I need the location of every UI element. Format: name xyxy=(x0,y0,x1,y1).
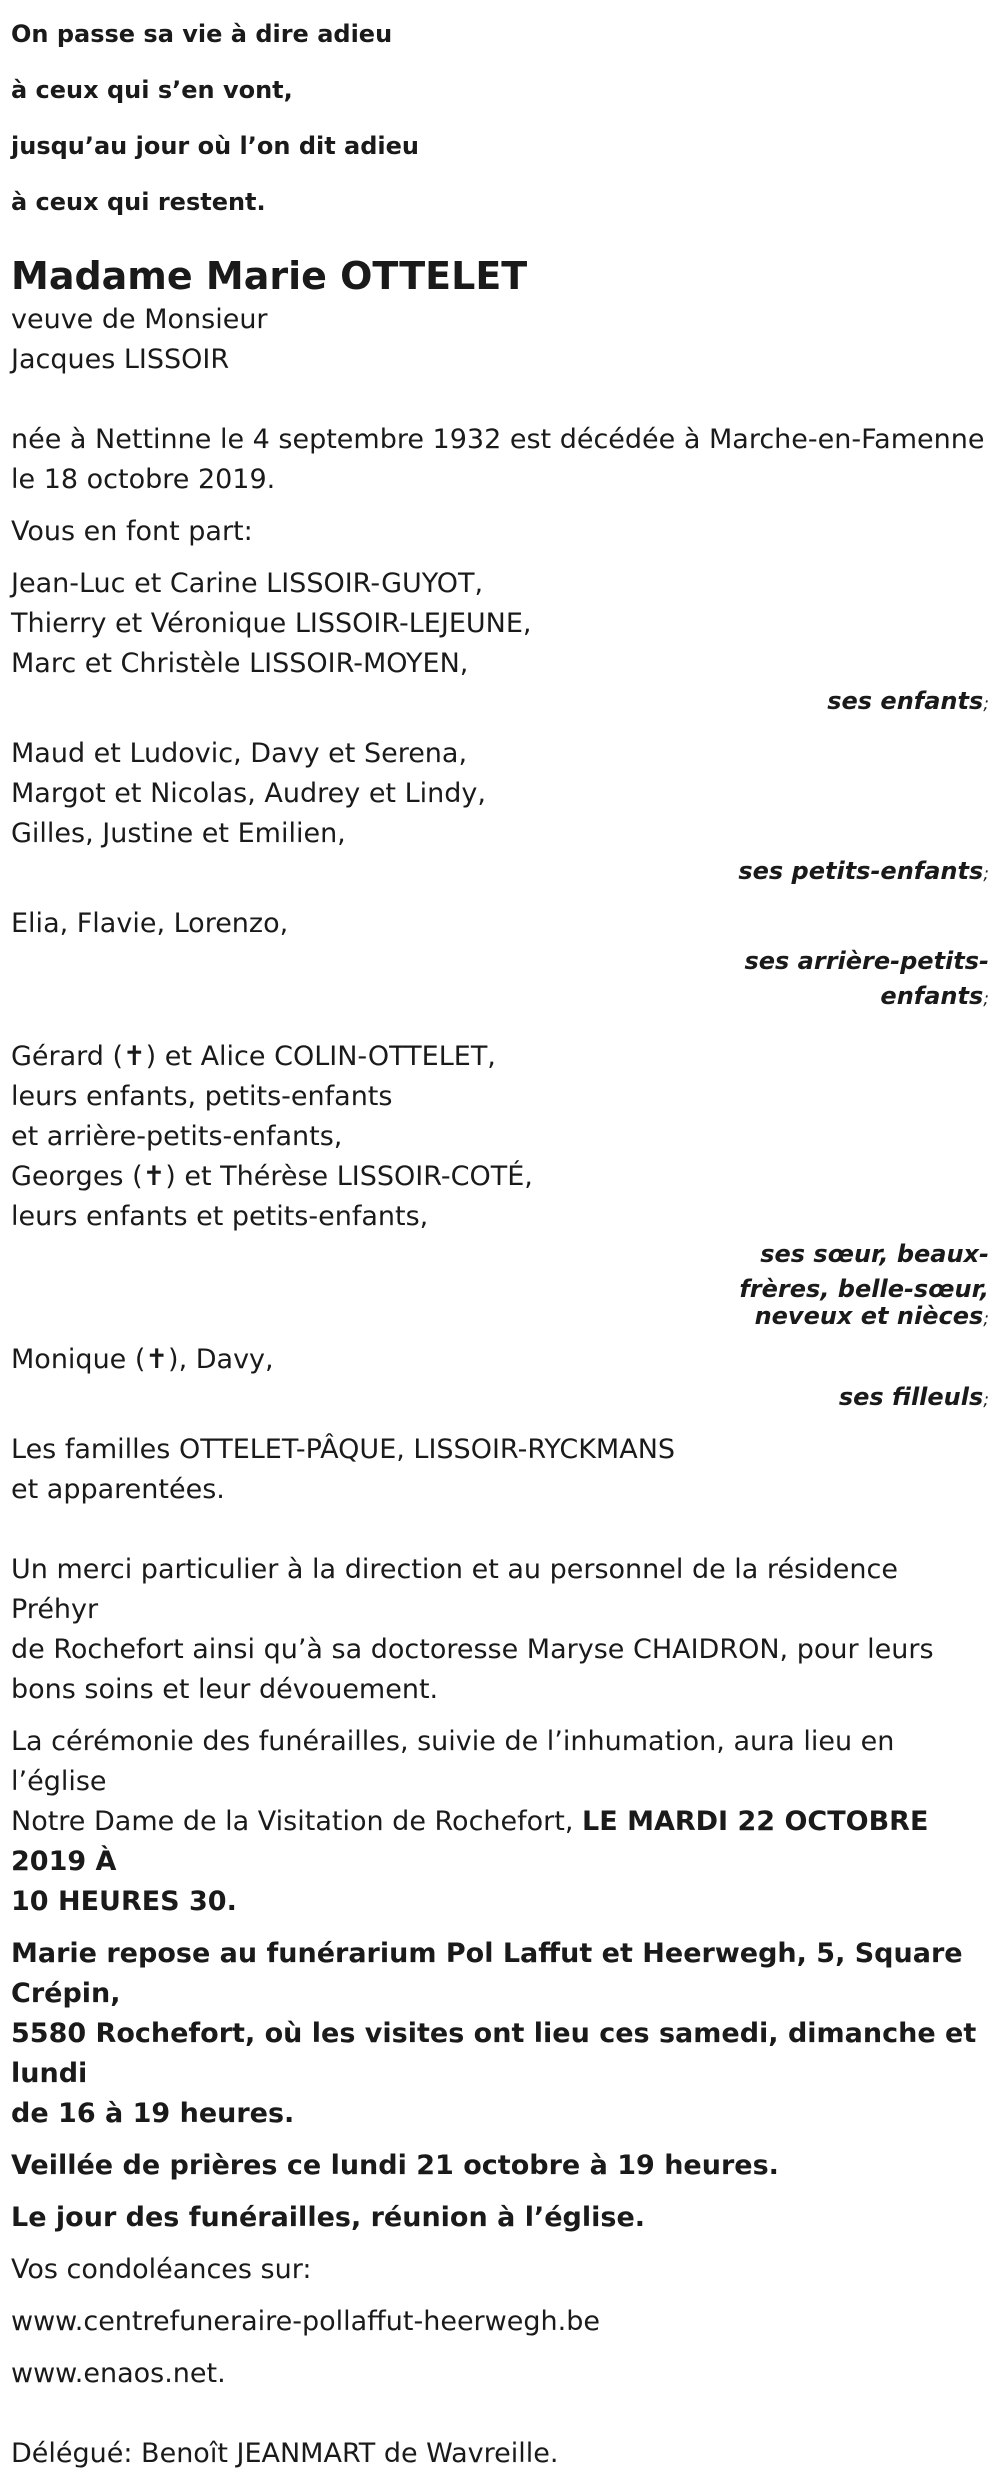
ceremony-line: Notre Dame de la Visitation de Rochefort, LE MARDI 22 OCTOBRE 2019 À xyxy=(11,1806,929,1877)
family-line: leurs enfants et petits-enfants, xyxy=(11,1201,429,1232)
family-line: et arrière-petits-enfants, xyxy=(11,1121,343,1152)
family-line: Monique (✝), Davy, xyxy=(11,1344,274,1375)
vigil-line: Veillée de prières ce lundi 21 octobre à 19 heures. xyxy=(11,2150,779,2181)
opening-quote xyxy=(11,6,989,230)
birth-death-line: le 18 octobre 2019. xyxy=(11,464,276,495)
family-line: Jean-Luc et Carine LISSOIR-GUYOT, xyxy=(11,568,484,599)
ceremony-line: La cérémonie des funérailles, suivie de l’inhumation, aura lieu en l’église xyxy=(11,1726,895,1797)
godchildren-section xyxy=(11,1340,989,1418)
website-link[interactable]: www.centrefuneraire-pollaffut-heerwegh.be xyxy=(11,2306,600,2337)
thanks-paragraph xyxy=(11,1550,989,1710)
families-line: Les familles OTTELET-PÂQUE, LISSOIR-RYCKMANS xyxy=(11,1434,676,1465)
family-line: Gérard (✝) et Alice COLIN-OTTELET, xyxy=(11,1041,496,1072)
repose-paragraph xyxy=(11,1934,989,2134)
quote-line: jusqu’au jour où l’on dit adieu xyxy=(11,132,420,160)
family-line: Maud et Ludovic, Davy et Serena, xyxy=(11,738,468,769)
quote-line: à ceux qui s’en vont, xyxy=(11,76,293,104)
repose-line: de 16 à 19 heures. xyxy=(11,2098,295,2129)
thanks-line: Un merci particulier à la direction et au personnel de la résidence Préhyr xyxy=(11,1554,898,1625)
family-line: Marc et Christèle LISSOIR-MOYEN, xyxy=(11,648,469,679)
birth-death-line: née à Nettinne le 4 septembre 1932 est décédée à Marche-en-Famenne xyxy=(11,424,985,455)
grandchildren-section xyxy=(11,734,989,892)
website-link[interactable]: www.enaos.net. xyxy=(11,2358,226,2389)
relation-label: ses filleuls; xyxy=(838,1383,989,1411)
great-grandchildren-section xyxy=(11,904,989,1017)
family-line: Gilles, Justine et Emilien, xyxy=(11,818,346,849)
widow-line: veuve de Monsieur xyxy=(11,304,268,335)
family-line: Elia, Flavie, Lorenzo, xyxy=(11,908,289,939)
condolences-label: Vos condoléances sur: xyxy=(11,2254,312,2285)
thanks-line: bons soins et leur dévouement. xyxy=(11,1674,439,1705)
relation-label: enfants; xyxy=(880,982,989,1010)
family-line: Margot et Nicolas, Audrey et Lindy, xyxy=(11,778,486,809)
family-line: leurs enfants, petits-enfants xyxy=(11,1081,393,1112)
relation-label: ses sœur, beaux- xyxy=(760,1240,989,1268)
quote-line: On passe sa vie à dire adieu xyxy=(11,20,393,48)
relation-label: ses enfants; xyxy=(827,687,989,715)
relation-label: neveux et nièces; xyxy=(754,1302,989,1330)
delegate-line: Délégué: Benoît JEANMART de Wavreille. xyxy=(11,2438,559,2469)
widow-line: Jacques LISSOIR xyxy=(11,344,230,375)
families-line: et apparentées. xyxy=(11,1474,225,1505)
relation-label: ses petits-enfants; xyxy=(738,857,989,885)
family-line: Thierry et Véronique LISSOIR-LEJEUNE, xyxy=(11,608,532,639)
family-line: Georges (✝) et Thérèse LISSOIR-COTÉ, xyxy=(11,1161,533,1192)
repose-line: Marie repose au funérarium Pol Laffut et Heerwegh, 5, Square Crépin, xyxy=(11,1938,963,2009)
siblings-section xyxy=(11,1037,989,1328)
relation-label: ses arrière-petits- xyxy=(744,947,989,975)
deceased-name: Madame Marie OTTELET xyxy=(11,254,528,298)
children-section xyxy=(11,564,989,722)
obituary-notice xyxy=(11,6,989,2474)
repose-line: 5580 Rochefort, où les visites ont lieu ces samedi, dimanche et lundi xyxy=(11,2018,977,2089)
thanks-line: de Rochefort ainsi qu’à sa doctoresse Maryse CHAIDRON, pour leurs xyxy=(11,1634,934,1665)
meeting-line: Le jour des funérailles, réunion à l’église. xyxy=(11,2202,646,2233)
ceremony-paragraph xyxy=(11,1722,989,1922)
announcement: Vous en font part: xyxy=(11,516,253,547)
relation-label: frères, belle-sœur, xyxy=(739,1275,989,1303)
quote-line: à ceux qui restent. xyxy=(11,188,266,216)
ceremony-line: 10 HEURES 30. xyxy=(11,1886,237,1917)
